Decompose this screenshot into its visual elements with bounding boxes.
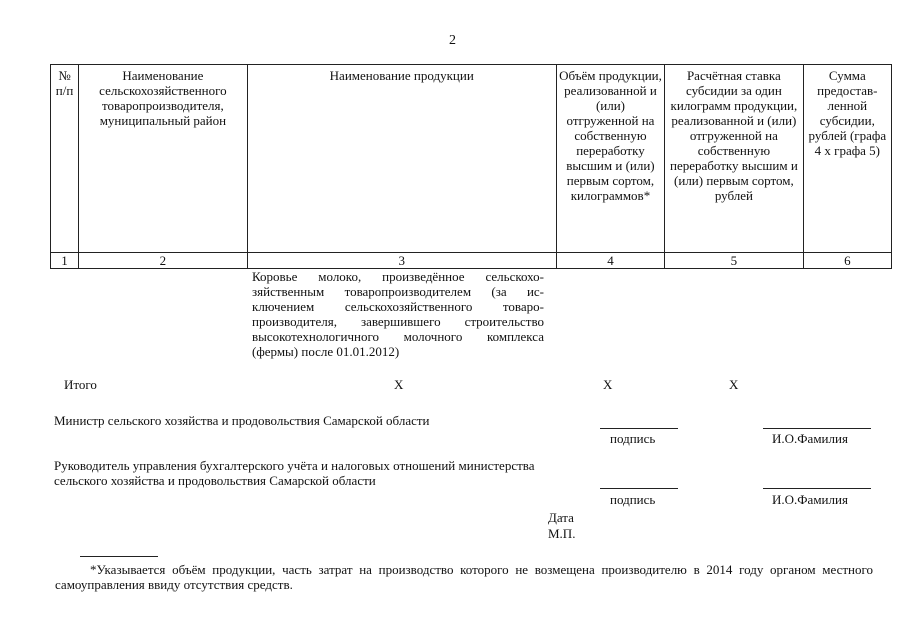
total-mark-rate: Х [729, 377, 739, 392]
column-number-row [51, 253, 892, 269]
name-label: И.О.Фамилия [772, 431, 848, 446]
total-mark-product: Х [394, 377, 404, 392]
name-label: И.О.Фамилия [772, 492, 848, 507]
header-producer: Наименование сельскохозяйственного товаропроизводителя, муниципальный район [79, 65, 248, 253]
page-number: 2 [449, 33, 456, 48]
header-rate: Расчётная ставка субсидии за один килограмм продукции, реализованной и (или) отгруженной на собственную переработку высшим и (или) первым сортом, рублей [665, 65, 803, 253]
header-row-number: № п/п [51, 65, 79, 253]
signature-line [600, 488, 678, 489]
total-label: Итого [64, 377, 97, 392]
total-mark-volume: Х [603, 377, 613, 392]
header-product: Наименование продукции [247, 65, 556, 253]
name-line [763, 488, 871, 489]
date-label: Дата [548, 510, 574, 525]
signature-label: подпись [610, 492, 656, 507]
signature-position-minister: Министр сельского хозяйства и продовольствия Самарской области [54, 413, 430, 428]
column-number: 5 [665, 253, 803, 269]
column-number: 6 [803, 253, 891, 269]
column-number: 2 [79, 253, 248, 269]
stamp-label: М.П. [548, 526, 576, 541]
header-sum: Сумма предостав-ленной субсидии, рублей (графа 4 х графа 5) [803, 65, 891, 253]
column-number: 3 [247, 253, 556, 269]
column-number: 1 [51, 253, 79, 269]
footnote-divider [80, 556, 158, 557]
signature-position-head: Руководитель управления бухгалтерского учёта и налоговых отношений министерства сельского хозяйства и продовольствия Самарской области [54, 458, 535, 488]
table-header-row [51, 65, 892, 253]
product-description: Коровье молоко, произведённое сельскохо-зяйственным товаропроизводителем (за ис-ключением сельскохозяйственного товаро-производителя, завершившего строительство высокотехнологичного молочного комплекса (фермы) после 01.01.2012) [252, 269, 544, 359]
column-number: 4 [556, 253, 664, 269]
header-volume: Объём продукции, реализованной и (или) отгруженной на собственную переработку высшим и (или) первым сортом, килограммов* [556, 65, 664, 253]
name-line [763, 428, 871, 429]
signature-label: подпись [610, 431, 656, 446]
signature-line [600, 428, 678, 429]
footnote: *Указывается объём продукции, часть затрат на производство которого не возмещена производителю в 2014 году органом местного самоуправления ввиду отсутствия средств. [55, 562, 873, 592]
subsidy-table [50, 64, 892, 269]
